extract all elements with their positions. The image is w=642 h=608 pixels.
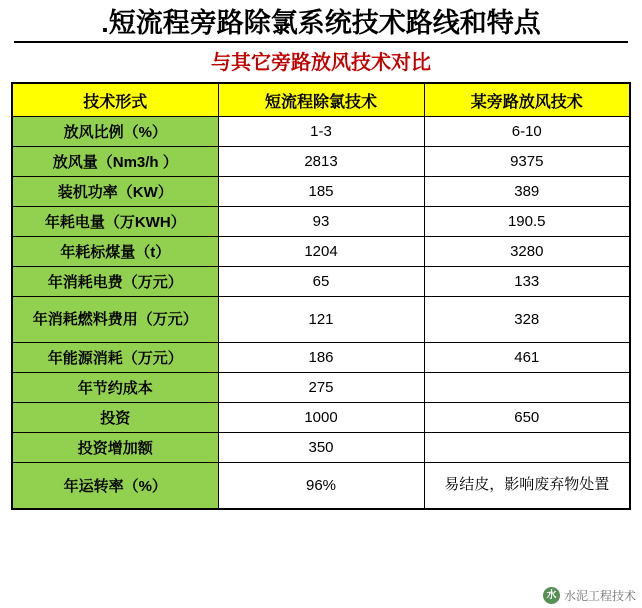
- row-value-col2: 133: [424, 267, 630, 297]
- row-label: 年节约成本: [12, 373, 218, 403]
- row-label: 投资: [12, 403, 218, 433]
- row-label: 年消耗燃料费用（万元）: [12, 297, 218, 343]
- column-header-short-process: 短流程除氯技术: [218, 83, 424, 117]
- table-row: [12, 373, 630, 403]
- comparison-table: [11, 82, 631, 510]
- table-row: [12, 297, 630, 343]
- row-value-col1: 93: [218, 207, 424, 237]
- table-row: [12, 403, 630, 433]
- column-header-bypass-tech: 某旁路放风技术: [424, 83, 630, 117]
- row-label: 装机功率（KW）: [12, 177, 218, 207]
- table-row: [12, 237, 630, 267]
- table-row: [12, 267, 630, 297]
- row-value-col1: 2813: [218, 147, 424, 177]
- table-row: [12, 463, 630, 509]
- row-label: 年能源消耗（万元）: [12, 343, 218, 373]
- row-label: 年消耗电费（万元）: [12, 267, 218, 297]
- row-value-col1: 121: [218, 297, 424, 343]
- row-value-col2: 9375: [424, 147, 630, 177]
- page-subtitle: 与其它旁路放风技术对比: [211, 52, 431, 74]
- watermark: [543, 587, 636, 604]
- row-value-col2: [424, 373, 630, 403]
- row-label: 投资增加额: [12, 433, 218, 463]
- watermark-logo-icon: 水: [543, 587, 560, 604]
- row-value-col2: 650: [424, 403, 630, 433]
- column-header-technology-type: 技术形式: [12, 83, 218, 117]
- row-value-col1: 185: [218, 177, 424, 207]
- watermark-text: 水泥工程技术: [563, 589, 636, 603]
- table-row: [12, 177, 630, 207]
- row-label: 放风比例（%）: [12, 117, 218, 147]
- row-value-col2: 易结皮，影响废弃物处置: [424, 463, 630, 509]
- row-value-col1: 65: [218, 267, 424, 297]
- row-value-col2: 389: [424, 177, 630, 207]
- row-value-col2: 328: [424, 297, 630, 343]
- row-value-col1: 275: [218, 373, 424, 403]
- row-value-col2: 3280: [424, 237, 630, 267]
- row-value-col1: 1204: [218, 237, 424, 267]
- row-label: 年耗标煤量（t）: [12, 237, 218, 267]
- row-value-col2: 190.5: [424, 207, 630, 237]
- row-value-col2: 6-10: [424, 117, 630, 147]
- row-value-col1: 186: [218, 343, 424, 373]
- table-header-row: [12, 83, 630, 117]
- row-value-col2: [424, 433, 630, 463]
- table-row: [12, 207, 630, 237]
- row-label: 放风量（Nm3/h ）: [12, 147, 218, 177]
- page-title: .短流程旁路除氯系统技术路线和特点: [101, 8, 541, 38]
- row-value-col1: 96%: [218, 463, 424, 509]
- row-value-col2: 461: [424, 343, 630, 373]
- row-label: 年耗电量（万KWH）: [12, 207, 218, 237]
- table-row: [12, 117, 630, 147]
- row-value-col1: 1-3: [218, 117, 424, 147]
- table-row: [12, 147, 630, 177]
- table-row: [12, 433, 630, 463]
- table-row: [12, 343, 630, 373]
- row-value-col1: 350: [218, 433, 424, 463]
- row-value-col1: 1000: [218, 403, 424, 433]
- row-label: 年运转率（%）: [12, 463, 218, 509]
